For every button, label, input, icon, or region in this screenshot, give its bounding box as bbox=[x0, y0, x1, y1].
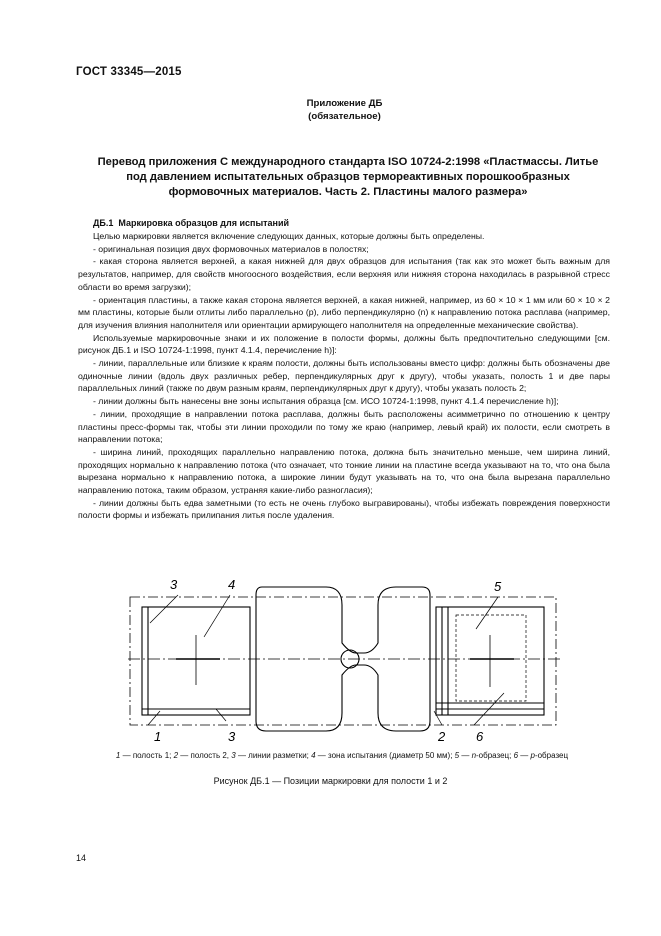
label-2: 2 bbox=[438, 729, 446, 744]
label-3: 3 bbox=[170, 577, 178, 592]
annex-heading bbox=[0, 97, 661, 123]
legend-text: — линии разметки; bbox=[235, 751, 312, 760]
legend-text: — bbox=[518, 751, 531, 760]
document-header: ГОСТ 33345—2015 bbox=[76, 66, 182, 78]
legend-text: — зона испытания (диаметр 50 мм); bbox=[315, 751, 455, 760]
leader-line bbox=[204, 595, 230, 637]
paragraph: - линии, параллельные или близкие к краям полости, должны быть использованы вместо цифр: должны быть обозначены две одиночные линии (вдоль двух различных ребер, перпендикулярных друг к другу), чтобы указать, полость 1 и две пары параллельных линий (также по двум разным краям, перпендикулярных друг к другу), чтобы указать полость 2; bbox=[78, 358, 610, 394]
legend-text: -образец bbox=[534, 751, 569, 760]
paragraph: Используемые маркировочные знаки и их положение в полости формы, должны быть предпочтительно следующими [см. рисунок ДБ.1 и ISO 10724-1:1998, пункт 4.1.4, перечисление h)]: bbox=[78, 332, 610, 356]
legend-number: 5 bbox=[454, 751, 460, 760]
paragraph: - ширина линий, проходящих параллельно направлению потока, должна быть значительно меньше, чем ширина линий, проходящих нормально к направлению потока (что означает, что тонкие линии на пластине всегда указывают на то, что она была вырезана нормально к направлению потока, а широкие линии будут указывать на то, что она была вырезана параллельно направлению потока, таким образом, устраняя какие-либо разногласия); bbox=[78, 446, 610, 496]
legend-number: 6 bbox=[513, 751, 519, 760]
legend-number: 3 bbox=[231, 751, 236, 760]
leader-line bbox=[434, 711, 442, 725]
paragraph: - линии, проходящие в направлении потока расплава, должны быть расположены асимметрично по отношению к центру пластины пресс-формы так, чтобы эти линии проходили по тому же краю (например, левый край) их полости, если смотреть в направлении потока; bbox=[78, 408, 610, 445]
label-4: 4 bbox=[228, 577, 236, 592]
body-text bbox=[78, 230, 610, 522]
paragraph: - ориентация пластины, а также какая сторона является верхней, а какая нижней, например, из 60 × 10 × 1 мм или 60 × 10 × 2 мм пластины, которые были отлиты либо параллельно (р), либо перпендикулярно (n) к направлению потока расплава (например, для изучения влияния наполнителя или ориентации армирующего наполнителя на определенные механические свойства). bbox=[78, 294, 610, 330]
section-number: ДБ.1 bbox=[93, 218, 114, 228]
legend-text: — полость 1; bbox=[120, 751, 174, 760]
legend-text: n bbox=[471, 751, 477, 760]
leader-line bbox=[148, 711, 160, 725]
section-heading bbox=[93, 218, 289, 228]
mold-drawing bbox=[120, 575, 570, 745]
label-5: 5 bbox=[494, 579, 502, 594]
label-3: 3 bbox=[228, 729, 236, 744]
figure-legend bbox=[62, 751, 622, 760]
legend-text: — bbox=[459, 751, 472, 760]
label-6: 6 bbox=[476, 729, 484, 744]
section-title: Маркировка образцов для испытаний bbox=[118, 218, 290, 228]
legend-text: — полость 2, bbox=[178, 751, 232, 760]
legend-number: 2 bbox=[173, 751, 179, 760]
legend-number: 1 bbox=[115, 751, 121, 760]
paragraph: - оригинальная позиция двух формовочных материалов в полостях; bbox=[93, 243, 369, 254]
page-number: 14 bbox=[76, 853, 87, 863]
paragraph: - линии должны быть едва заметными (то есть не очень глубоко выгравированы), чтобы избежать повреждения поверхности полости формы и избежать прилипания литья после удаления. bbox=[78, 497, 610, 521]
paragraph: Целью маркировки является включение следующих данных, которые должны быть определены. bbox=[93, 231, 485, 241]
legend-text: p bbox=[530, 751, 535, 760]
annex-status: (обязательное) bbox=[308, 111, 381, 122]
label-1: 1 bbox=[154, 729, 162, 744]
figure-caption: Рисунок ДБ.1 — Позиции маркировки для полости 1 и 2 bbox=[213, 776, 448, 786]
leader-line bbox=[150, 595, 178, 623]
annex-title: Приложение ДБ bbox=[306, 98, 383, 109]
mold-figure bbox=[120, 575, 570, 745]
legend-number: 4 bbox=[311, 751, 316, 760]
legend-text: -образец; bbox=[476, 751, 514, 760]
leader-line bbox=[476, 597, 498, 629]
test-zone bbox=[456, 615, 526, 701]
paragraph: - какая сторона является верхней, а какая нижней для двух образцов для испытания (так как это может быть важным для результатов, например, для свойств многоосного воздействия, если верхняя или нижняя сторона находилась в разрывной стресс области во время загрузки); bbox=[78, 256, 610, 292]
annex-main-title: Перевод приложения С международного стандарта ISO 10724-2:1998 «Пластмассы. Литье под давлением испытательных образцов термореактивных порошкообразных формовочных материалов. Часть 2. Пластины малого размера» bbox=[97, 156, 599, 198]
paragraph: - линии должны быть нанесены вне зоны испытания образца [см. ИСО 10724-1:1998, пункт 4.1.4 перечисление h)]; bbox=[93, 396, 559, 407]
